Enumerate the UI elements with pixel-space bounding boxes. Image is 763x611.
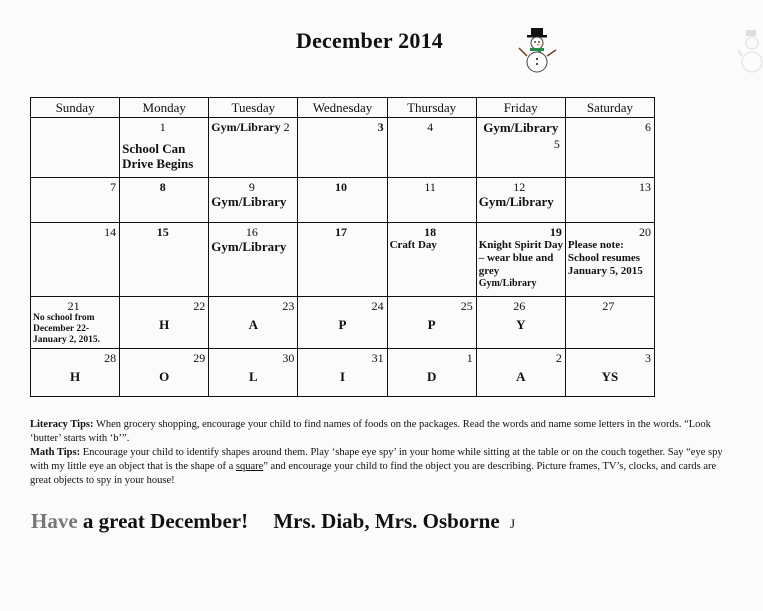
day-number: 12 <box>513 180 526 194</box>
day-number: 15 <box>156 225 169 239</box>
holiday-letter: L <box>249 369 258 384</box>
day-cell <box>565 223 654 297</box>
weekday-header: Sunday <box>31 98 120 118</box>
math-tip-underlined: square <box>235 461 264 472</box>
event-text: Knight Spirit Day – wear blue and grey <box>478 239 564 277</box>
event-text: Gym/Library <box>478 194 554 209</box>
day-cell <box>120 349 209 397</box>
day-cell <box>565 349 654 397</box>
day-number: 29 <box>193 351 206 365</box>
day-number: 1 <box>159 120 166 134</box>
event-text: Gym/Library <box>483 120 559 135</box>
day-number: 14 <box>104 225 117 239</box>
day-cell <box>476 297 565 349</box>
weekday-header: Tuesday <box>209 98 298 118</box>
day-cell <box>209 223 298 297</box>
day-number: 31 <box>371 351 384 365</box>
holiday-letter: H <box>159 317 170 332</box>
math-tip-text-end: ” and encourage your child to find the object you are describing. Picture frames, TV’s, clocks, and cards are great objects to spy in your house! <box>30 461 717 486</box>
weekday-header: Saturday <box>565 98 654 118</box>
weekday-header-row <box>31 98 655 118</box>
holiday-letter: YS <box>601 369 619 384</box>
day-cell <box>565 118 654 178</box>
day-cell <box>209 349 298 397</box>
day-number: 8 <box>159 180 166 194</box>
holiday-letter: P <box>427 317 436 332</box>
math-tip-label: Math Tips: <box>30 447 81 458</box>
event-line <box>209 118 297 135</box>
week-row <box>31 349 655 397</box>
page-title: December 2014 <box>296 28 443 53</box>
closing-mark: J <box>509 516 515 531</box>
day-cell <box>387 223 476 297</box>
day-cell <box>298 349 387 397</box>
day-number: 11 <box>424 180 436 194</box>
day-number: 24 <box>371 299 384 313</box>
holiday-letter: O <box>159 369 170 384</box>
day-cell <box>31 349 120 397</box>
holiday-letter: P <box>338 317 347 332</box>
week-row <box>31 118 655 178</box>
holiday-letter: A <box>516 369 526 384</box>
day-cell <box>120 118 209 178</box>
day-cell <box>120 297 209 349</box>
weekday-header: Friday <box>476 98 565 118</box>
day-cell <box>298 178 387 223</box>
day-cell <box>387 349 476 397</box>
teacher-signature: Mrs. Diab, Mrs. Osborne <box>273 509 500 533</box>
day-number: 4 <box>427 120 434 134</box>
day-cell <box>209 297 298 349</box>
day-cell <box>298 223 387 297</box>
day-cell <box>120 223 209 297</box>
day-number: 26 <box>513 299 526 313</box>
day-number: 7 <box>110 180 117 194</box>
day-cell <box>387 178 476 223</box>
day-number: 1 <box>466 351 473 365</box>
day-cell <box>31 178 120 223</box>
snowman-icon <box>516 26 560 78</box>
holiday-letter: H <box>70 369 81 384</box>
day-number: 22 <box>193 299 206 313</box>
event-text: Gym/Library <box>211 194 287 209</box>
day-number: 3 <box>377 120 384 134</box>
snowman-icon <box>738 26 763 78</box>
event-text: Craft Day <box>389 239 437 251</box>
day-cell <box>120 178 209 223</box>
closing-line <box>31 509 515 534</box>
day-number: 13 <box>639 180 651 194</box>
math-tip <box>30 446 730 488</box>
day-cell <box>31 118 120 178</box>
week-row <box>31 178 655 223</box>
day-number: 6 <box>645 120 651 134</box>
day-number: 20 <box>639 225 651 239</box>
day-number: 9 <box>248 180 255 194</box>
day-cell <box>31 223 120 297</box>
literacy-tip-text: When grocery shopping, encourage your child to find names of foods on the packages. Read the words and name some letters in the words. “Look ‘butter’ starts with ‘b’”. <box>30 419 711 444</box>
weekday-header: Thursday <box>387 98 476 118</box>
day-number: 17 <box>334 225 347 239</box>
closing-text: a great December! <box>82 509 249 533</box>
day-cell <box>476 178 565 223</box>
event-text: Gym/Library <box>211 239 287 254</box>
day-number: 2 <box>283 120 290 134</box>
day-cell <box>298 297 387 349</box>
week-row <box>31 297 655 349</box>
literacy-tip-label: Literacy Tips: <box>30 419 94 430</box>
weekday-header: Wednesday <box>298 98 387 118</box>
math-tip-text: Encourage your child to identify shapes around them. Play ‘shape eye spy’ in your home while sitting at the table or on the couch together. Say “eye spy with my little eye an object that is the shape of a <box>30 447 723 472</box>
day-cell <box>387 297 476 349</box>
day-cell <box>209 178 298 223</box>
day-number: 30 <box>282 351 295 365</box>
day-number: 16 <box>245 225 258 239</box>
holiday-letter: D <box>426 369 437 384</box>
day-number: 5 <box>553 137 560 151</box>
weekday-header: Monday <box>120 98 209 118</box>
event-text: Gym/Library <box>478 278 537 289</box>
day-number: 21 <box>67 299 80 313</box>
calendar-grid <box>30 97 655 397</box>
event-text: No school from December 22- January 2, 2015. <box>33 313 101 345</box>
closing-have: Have <box>31 509 78 533</box>
day-cell <box>476 118 565 178</box>
day-number: 3 <box>645 351 651 365</box>
day-number: 25 <box>460 299 473 313</box>
day-number: 2 <box>555 351 562 365</box>
day-number: 28 <box>104 351 117 365</box>
tips-section <box>30 418 730 488</box>
literacy-tip <box>30 418 730 446</box>
day-cell <box>298 118 387 178</box>
day-cell <box>565 178 654 223</box>
day-cell <box>209 118 298 178</box>
event-text: School Can Drive Begins <box>122 141 194 171</box>
day-cell <box>476 349 565 397</box>
event-text: Gym/Library <box>211 120 281 134</box>
week-row <box>31 223 655 297</box>
day-number: 10 <box>334 180 347 194</box>
day-cell <box>476 223 565 297</box>
holiday-letter: A <box>248 317 259 332</box>
holiday-letter: Y <box>516 317 526 332</box>
day-number: 19 <box>549 225 562 239</box>
event-text: Please note: School resumes January 5, 2015 <box>567 239 643 277</box>
holiday-letter: I <box>339 369 346 384</box>
day-number: 23 <box>282 299 295 313</box>
day-cell <box>565 297 654 349</box>
day-cell <box>31 297 120 349</box>
day-cell <box>387 118 476 178</box>
day-number: 27 <box>602 299 615 313</box>
day-number: 18 <box>424 225 437 239</box>
